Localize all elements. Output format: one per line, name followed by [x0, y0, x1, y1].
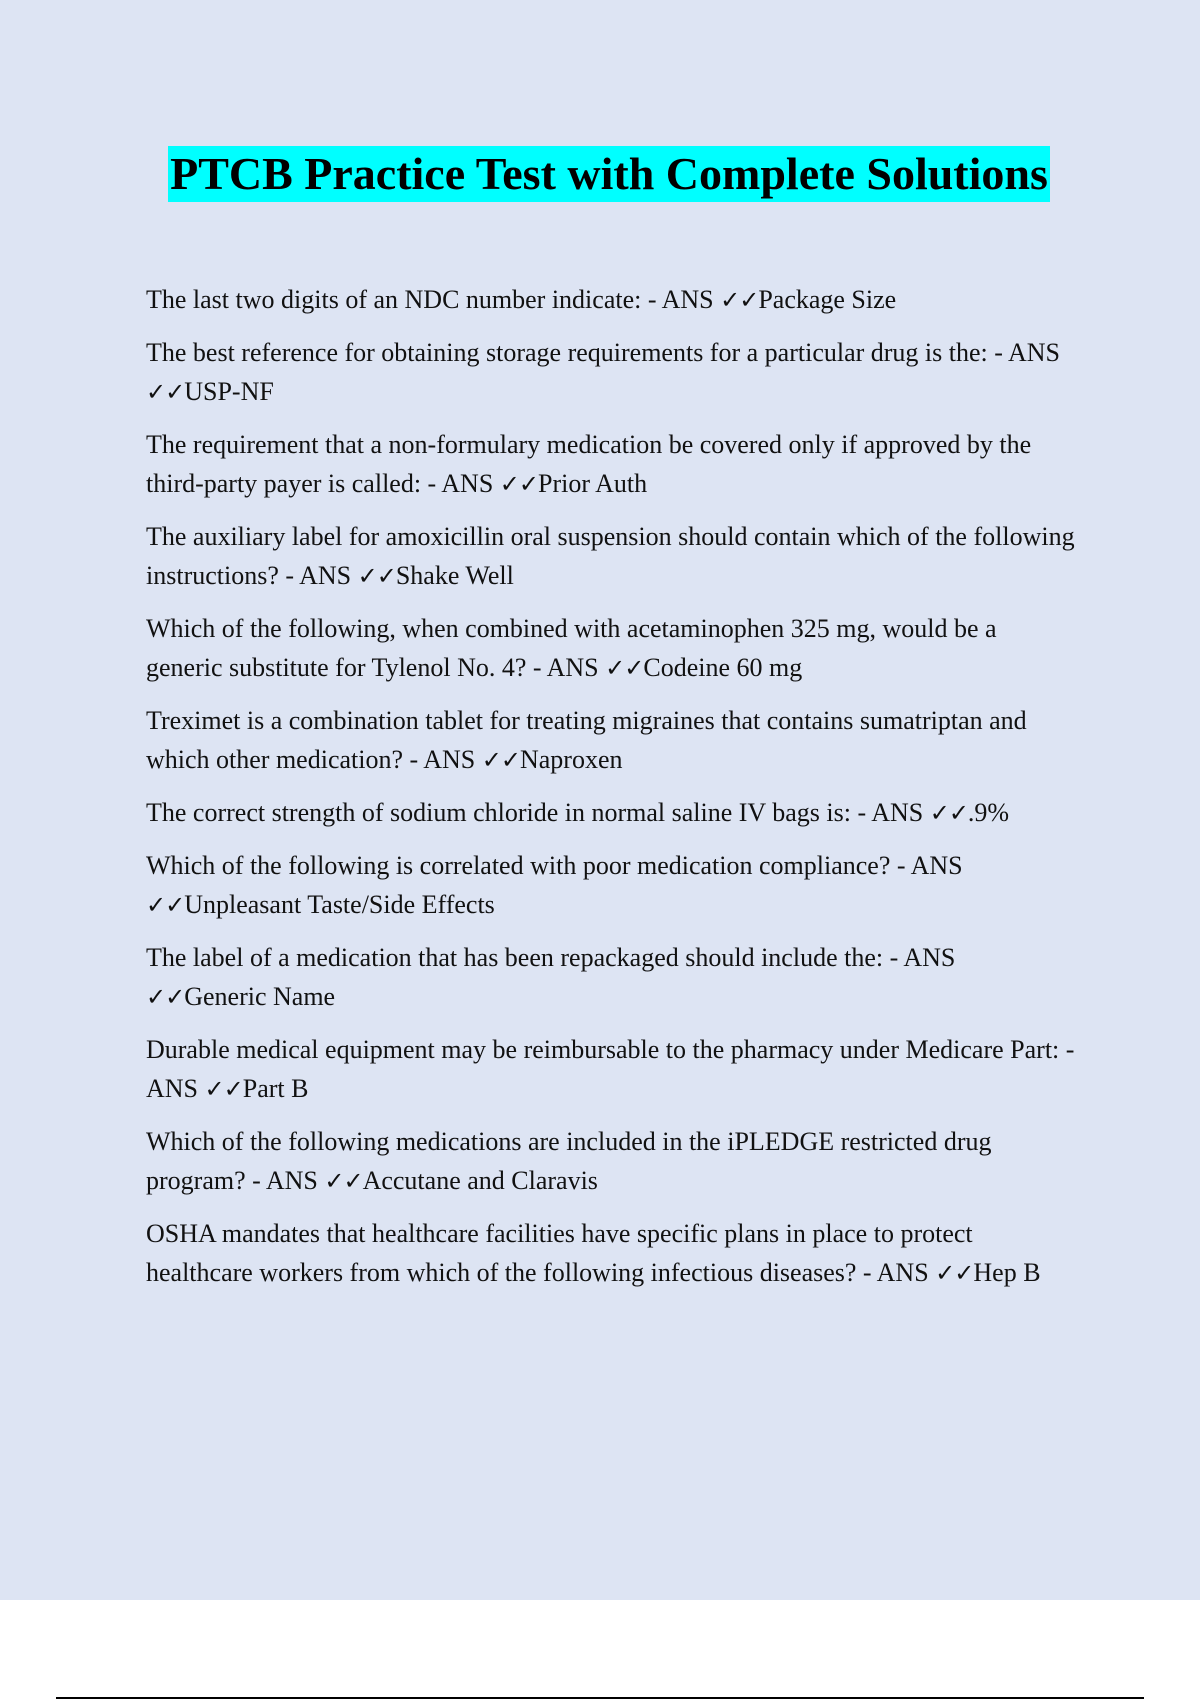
answer-text: Prior Auth	[538, 469, 648, 498]
answer-tag: ANS	[876, 1258, 929, 1287]
question-text: The last two digits of an NDC number indicate: -	[146, 285, 662, 314]
question-text: Durable medical equipment may be reimbursable to the pharmacy under Medicare Part: -	[146, 1035, 1075, 1064]
question-text: Which of the following, when combined with acetaminophen 325 mg, would be a generic substitute for Tylenol No. 4? -	[146, 614, 997, 682]
answer-tag: ANS	[1008, 338, 1061, 367]
answer-text: Part B	[242, 1074, 309, 1103]
question-text: The requirement that a non-formulary medication be covered only if approved by the third-party payer is called: -	[146, 430, 1032, 498]
double-check-icon: ✓✓	[324, 1167, 363, 1195]
double-check-icon: ✓✓	[605, 654, 644, 682]
title-container	[0, 146, 1200, 202]
qa-item	[146, 280, 1076, 320]
answer-text: Hep B	[973, 1258, 1041, 1287]
answer-tag: ANS	[299, 561, 352, 590]
answer-text: Shake Well	[395, 561, 514, 590]
double-check-icon: ✓✓	[481, 746, 520, 774]
answer-text: Codeine 60 mg	[643, 653, 803, 682]
qa-item	[146, 333, 1076, 412]
question-text: The best reference for obtaining storage requirements for a particular drug is the: -	[146, 338, 1008, 367]
answer-text: Unpleasant Taste/Side Effects	[184, 890, 495, 919]
answer-tag: ANS	[903, 943, 956, 972]
answer-text: Generic Name	[184, 982, 336, 1011]
answer-tag: ANS	[441, 469, 494, 498]
answer-text: Package Size	[758, 285, 897, 314]
answer-tag: ANS	[661, 285, 714, 314]
answer-text: Accutane and Claravis	[362, 1166, 598, 1195]
qa-item	[146, 517, 1076, 596]
qa-item	[146, 846, 1076, 925]
double-check-icon: ✓✓	[935, 1259, 974, 1287]
qa-item	[146, 425, 1076, 504]
question-text: Which of the following medications are included in the iPLEDGE restricted drug program? -	[146, 1127, 992, 1195]
answer-tag: ANS	[546, 653, 599, 682]
answer-text: Naproxen	[519, 745, 623, 774]
qa-list	[146, 280, 1076, 1306]
double-check-icon: ✓✓	[357, 562, 396, 590]
qa-item	[146, 938, 1076, 1017]
qa-item	[146, 609, 1076, 688]
answer-text: USP-NF	[184, 377, 274, 406]
question-text: Which of the following is correlated with poor medication compliance? -	[146, 851, 911, 880]
double-check-icon: ✓✓	[499, 470, 539, 498]
qa-item	[146, 793, 1076, 833]
qa-item	[146, 1122, 1076, 1201]
answer-tag: ANS	[910, 851, 963, 880]
answer-tag: ANS	[265, 1166, 318, 1195]
double-check-icon: ✓✓	[204, 1075, 243, 1103]
question-text: The label of a medication that has been repackaged should include the: -	[146, 943, 904, 972]
qa-item	[146, 701, 1076, 780]
double-check-icon: ✓✓	[146, 983, 185, 1011]
question-text: The correct strength of sodium chloride in normal saline IV bags is: -	[146, 798, 872, 827]
qa-item	[146, 1214, 1076, 1293]
answer-tag: ANS	[871, 798, 924, 827]
double-check-icon: ✓✓	[146, 891, 185, 919]
double-check-icon: ✓✓	[720, 286, 759, 314]
answer-tag: ANS	[146, 1074, 199, 1103]
page-divider	[56, 1697, 1144, 1699]
double-check-icon: ✓✓	[929, 799, 968, 827]
double-check-icon: ✓✓	[146, 378, 185, 406]
answer-tag: ANS	[423, 745, 476, 774]
answer-text: .9%	[967, 798, 1010, 827]
qa-item	[146, 1030, 1076, 1109]
document-title: PTCB Practice Test with Complete Solutions	[168, 146, 1050, 202]
question-text: The auxiliary label for amoxicillin oral suspension should contain which of the following instructions? -	[146, 522, 1075, 590]
question-text: Treximet is a combination tablet for treating migraines that contains sumatriptan and which other medication? -	[146, 706, 1027, 774]
question-text: OSHA mandates that healthcare facilities have specific plans in place to protect healthcare workers from which of the following infectious diseases? -	[146, 1219, 973, 1287]
